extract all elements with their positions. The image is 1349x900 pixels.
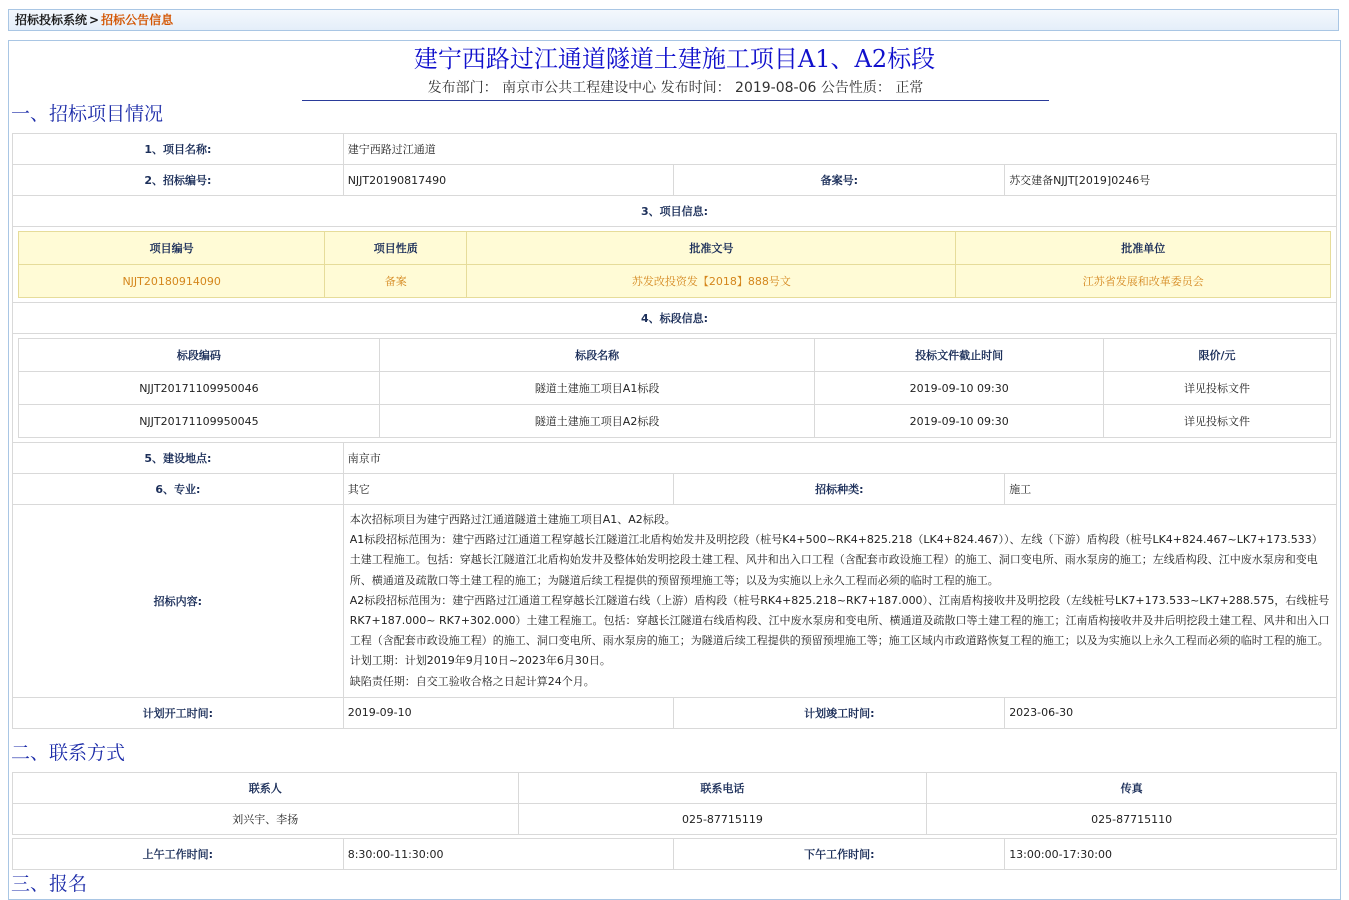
- lots-info-label: 4、标段信息:: [13, 303, 1337, 334]
- info-header-approval-doc: 批准文号: [467, 232, 956, 265]
- breadcrumb: [8, 9, 1339, 31]
- content-paragraph: 本次招标项目为建宁西路过江通道隧道土建施工项目A1、A2标段。: [349, 513, 676, 526]
- lot-header-deadline: 投标文件截止时间: [815, 339, 1104, 372]
- lot-header-name: 标段名称: [379, 339, 815, 372]
- location-value: 南京市: [343, 443, 1336, 474]
- info-value-nature: 备案: [325, 265, 467, 298]
- bid-type-label: 招标种类:: [674, 474, 1005, 505]
- bid-content: [343, 505, 1336, 698]
- am-hours-value: 8:30:00-11:30:00: [343, 839, 674, 870]
- plan-end-label: 计划竣工时间:: [674, 697, 1005, 728]
- info-header-nature: 项目性质: [325, 232, 467, 265]
- lot-price: 详见投标文件: [1104, 405, 1331, 438]
- table-row: [19, 372, 1331, 405]
- nature-label: 公告性质：: [820, 80, 891, 96]
- dept-label: 发布部门：: [427, 80, 498, 96]
- lot-deadline: 2019-09-10 09:30: [815, 372, 1104, 405]
- content-paragraph: 计划工期：计划2019年9月10日~2023年6月30日。: [349, 654, 611, 668]
- info-value-approval-unit: 江苏省发展和改革委员会: [956, 265, 1331, 298]
- time-label: 发布时间：: [660, 80, 731, 96]
- section-heading-contact: 二、联系方式: [11, 742, 126, 764]
- contact-fax: 025-87715110: [927, 804, 1337, 835]
- project-name-value: 建宁西路过江通道: [343, 134, 1336, 165]
- project-info-table: [12, 133, 1337, 729]
- lot-header-price: 限价/元: [1104, 339, 1331, 372]
- contact-phone: 025-87715119: [518, 804, 927, 835]
- nature-value: 正常: [895, 80, 924, 96]
- lot-deadline: 2019-09-10 09:30: [815, 405, 1104, 438]
- am-hours-label: 上午工作时间:: [13, 839, 344, 870]
- section-heading-project: 一、招标项目情况: [11, 103, 164, 125]
- project-name-label: 1、项目名称:: [13, 134, 344, 165]
- content-paragraph: A2标段招标范围为：建宁西路过江通道工程穿越长江隧道右线（上游）盾构段（桩号RK4+825.218~RK7+187.000）、江南盾构接收井及明挖段（左线桩号LK7+173.533~LK7+288.575，右线桩号RK7+187.000~ RK7+302.000）土建工程施工。包括：穿越长江隧道右线盾构段、江中废水泵房和变电所、横通道及疏散口等土建工程的施工；江南盾构接收井及井后明挖段土建工程、风井和出入口工程（含配套市政设施工程）的施工、洞口变电所、雨水泵房的施工；为隧道后续工程提供的预留预埋施工等；施工区域内市政道路恢复工程的施工；以及为实施以上永久工程而必须的临时工程的施工。: [349, 593, 1330, 648]
- contact-header-person: 联系人: [13, 773, 519, 804]
- lot-name: 隧道土建施工项目A1标段: [379, 372, 815, 405]
- contact-header-fax: 传真: [927, 773, 1337, 804]
- project-info-cell: [13, 227, 1337, 303]
- announcement-meta: [302, 78, 1049, 101]
- lot-header-code: 标段编码: [19, 339, 380, 372]
- bid-code-value: NJJT20190817490: [343, 165, 674, 196]
- section-heading-register: 三、报名: [11, 873, 88, 895]
- project-info-subtable: [18, 231, 1331, 298]
- contact-header-phone: 联系电话: [518, 773, 927, 804]
- bid-code-label: 2、招标编号:: [13, 165, 344, 196]
- breadcrumb-root-link[interactable]: 招标投标系统: [15, 13, 88, 27]
- record-no-label: 备案号:: [674, 165, 1005, 196]
- record-no-value: 苏交建备NJJT[2019]0246号: [1005, 165, 1337, 196]
- lot-name: 隧道土建施工项目A2标段: [379, 405, 815, 438]
- dept-value: 南京市公共工程建设中心: [502, 80, 657, 96]
- breadcrumb-separator: >: [89, 13, 100, 27]
- info-header-approval-unit: 批准单位: [956, 232, 1331, 265]
- announcement-panel: [8, 40, 1341, 900]
- contact-table: [12, 772, 1337, 835]
- breadcrumb-current: 招标公告信息: [101, 13, 174, 27]
- content-paragraph: A1标段招标范围为：建宁西路过江通道工程穿越长江隧道江北盾构始发井及明挖段（桩号K4+500~RK4+825.218（LK4+824.467））、左线（下游）盾构段（桩号LK4+824.467~LK7+173.533）土建工程施工。包括：穿越长江隧道江北盾构始发井及整体始发明挖段土建工程、风井和出入口工程（含配套市政设施工程）的施工、洞口变电所、雨水泵房的施工；左线盾构段、江中废水泵房和变电所、横通道及疏散口等土建工程的施工；为隧道后续工程提供的预留预埋施工等；以及为实施以上永久工程而必须的临时工程的施工。: [349, 533, 1323, 587]
- contact-person: 刘兴宇、李扬: [13, 804, 519, 835]
- project-info-label: 3、项目信息:: [13, 196, 1337, 227]
- table-row: [19, 405, 1331, 438]
- location-label: 5、建设地点:: [13, 443, 344, 474]
- content-paragraph: 缺陷责任期：自交工验收合格之日起计算24个月。: [349, 674, 595, 688]
- info-value-approval-doc: 苏发改投资发【2018】888号文: [467, 265, 956, 298]
- pm-hours-label: 下午工作时间:: [674, 839, 1005, 870]
- lot-code: NJJT20171109950045: [19, 405, 380, 438]
- page-title: 建宁西路过江通道隧道土建施工项目A1、A2标段: [413, 45, 936, 73]
- lot-price: 详见投标文件: [1104, 372, 1331, 405]
- lots-subtable: [18, 338, 1331, 438]
- major-value: 其它: [343, 474, 674, 505]
- pm-hours-value: 13:00:00-17:30:00: [1005, 839, 1337, 870]
- info-header-code: 项目编号: [19, 232, 325, 265]
- time-value: 2019-08-06: [735, 80, 817, 96]
- info-value-code: NJJT20180914090: [19, 265, 325, 298]
- lots-cell: [13, 334, 1337, 443]
- bid-type-value: 施工: [1005, 474, 1337, 505]
- lot-code: NJJT20171109950046: [19, 372, 380, 405]
- content-label: 招标内容:: [13, 505, 344, 698]
- plan-start-value: 2019-09-10: [343, 697, 674, 728]
- major-label: 6、专业:: [13, 474, 344, 505]
- work-hours-table: [12, 838, 1337, 870]
- plan-start-label: 计划开工时间:: [13, 697, 344, 728]
- plan-end-value: 2023-06-30: [1005, 697, 1337, 728]
